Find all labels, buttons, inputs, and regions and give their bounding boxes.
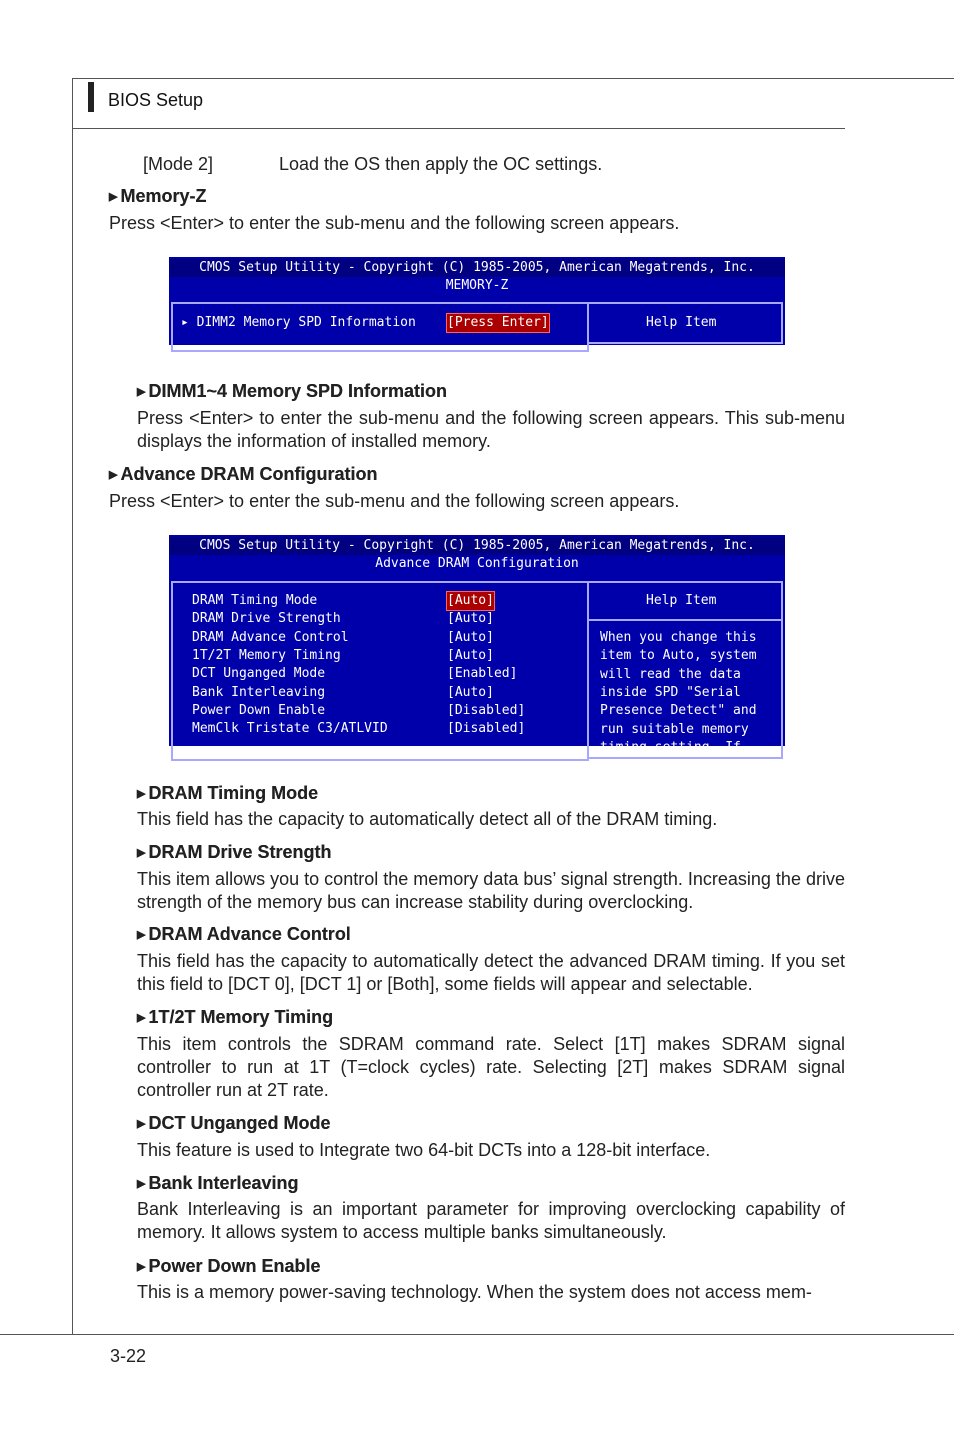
bios-screen-memory-z [169,257,785,345]
bios-help-title: Help Item [646,593,717,608]
bios-item-dram-advance-control[interactable]: DRAM Advance Control [192,629,349,645]
page-number: 3-22 [110,1346,147,1366]
mode2-description: Load the OS then apply the OC settings. [279,154,603,174]
section-heading-dram-timing-mode: ▶ DRAM Timing Mode [137,783,319,803]
bullet-triangle-icon: ▶ [137,929,146,941]
bullet-triangle-icon: ▶ [137,386,146,398]
footer-border-line [0,1334,954,1335]
bios-help-line: inside SPD "Serial [600,684,741,700]
bios-item-bank-interleaving[interactable]: Bank Interleaving [192,684,326,700]
bios-value-power-down-enable[interactable]: [Disabled] [447,702,526,718]
bios-help-line: timing setting. If [600,739,741,755]
dimm-spd-heading: ▶ DIMM1~4 Memory SPD Information [137,381,448,401]
section-heading-dram-drive-strength: ▶ DRAM Drive Strength [137,842,332,862]
bios-help-title: Help Item [646,315,717,330]
bios-item-memclk-tristate[interactable]: MemClk Tristate C3/ATLVID [192,721,388,737]
section-heading-dram-advance-control: ▶ DRAM Advance Control [137,924,351,944]
advance-dram-heading: ▶ Advance DRAM Configuration [109,464,378,484]
dimm-spd-text: Press <Enter> to enter the sub-menu and the following screen appears. This sub-menu displays the information of installed memory. [137,408,845,451]
header-underline [72,128,845,129]
bios-help-line: When you change this [600,630,757,645]
bullet-triangle-icon: ▶ [137,788,146,800]
bios-value-dct-unganged-mode[interactable]: [Enabled] [447,666,518,682]
bios-value-1t2t-memory-timing[interactable]: [Auto] [447,647,494,663]
header-title: BIOS Setup [108,90,204,110]
bullet-triangle-icon: ▶ [109,191,118,203]
bios-title-bar: CMOS Setup Utility - Copyright (C) 1985-2005, American Megatrends, Inc. [169,259,785,277]
bios-item-dram-drive-strength[interactable]: DRAM Drive Strength [192,611,341,627]
bios-value-dram-timing-mode[interactable]: [Auto] [447,593,494,608]
left-border-line [72,78,73,1335]
section-heading-bank-interleaving: ▶ Bank Interleaving [137,1173,299,1193]
bios-value-dram-advance-control[interactable]: [Auto] [447,629,494,645]
bios-help-line: item to Auto, system [600,648,757,664]
bios-subtitle: Advance DRAM Configuration [169,555,785,573]
advance-dram-intro: Press <Enter> to enter the sub-menu and the following screen appears. [109,491,680,511]
bullet-triangle-icon: ▶ [137,1012,146,1024]
memory-z-heading: ▶ Memory-Z [109,186,207,206]
bios-title-bar: CMOS Setup Utility - Copyright (C) 1985-2005, American Megatrends, Inc. [169,537,785,555]
bullet-triangle-icon: ▶ [137,847,146,859]
bullet-triangle-icon: ▶ [137,1118,146,1130]
section-text-1t2t-memory-timing: This item controls the SDRAM command rate. Select [1T] makes SDRAM signal controller to run at 1T (T=clock cycles) rate. Selecting [2T] makes SDRAM signal controller run at 2T rate. [137,1034,845,1100]
bios-menu-item-dimm2[interactable]: ▸ DIMM2 Memory SPD Information [181,315,416,330]
bullet-triangle-icon: ▶ [137,1261,146,1273]
bios-value-dram-drive-strength[interactable]: [Auto] [447,611,494,627]
top-border-line [72,78,954,79]
header-marker-bar [88,82,94,112]
section-text-dct-unganged-mode: This feature is used to Integrate two 64-bit DCTs into a 128-bit interface. [137,1140,711,1160]
bios-value-bank-interleaving[interactable]: [Auto] [447,684,494,700]
bullet-triangle-icon: ▶ [109,469,118,481]
section-heading-1t2t-memory-timing: ▶ 1T/2T Memory Timing [137,1007,334,1027]
bios-item-1t2t-memory-timing[interactable]: 1T/2T Memory Timing [192,647,341,663]
bios-subtitle: MEMORY-Z [169,277,785,295]
bios-press-enter-value[interactable]: [Press Enter] [447,315,549,330]
bios-value-memclk-tristate[interactable]: [Disabled] [447,721,526,737]
section-text-dram-drive-strength: This item allows you to control the memory data bus’ signal strength. Increasing the drive strength of the memory bus can increase stability during overclocking. [137,869,845,912]
section-text-power-down-enable: This is a memory power-saving technology. When the system does not access mem- [137,1282,812,1302]
section-text-dram-advance-control: This field has the capacity to automatically detect the advanced DRAM timing. If you set this field to [DCT 0], [DCT 1] or [Both], some fields will appear and selectable. [137,951,845,994]
memory-z-intro: Press <Enter> to enter the sub-menu and the following screen appears. [109,213,680,233]
section-text-bank-interleaving: Bank Interleaving is an important parameter for improving overclocking capability of memory. It allows system to access multiple banks simultaneously. [137,1199,845,1242]
bios-item-dram-timing-mode[interactable]: DRAM Timing Mode [192,593,318,608]
section-text-dram-timing-mode: This field has the capacity to automatically detect all of the DRAM timing. [137,809,718,829]
bullet-triangle-icon: ▶ [137,1178,146,1190]
mode2-option: [Mode 2] [143,154,214,174]
bios-item-power-down-enable[interactable]: Power Down Enable [192,702,326,718]
section-heading-dct-unganged-mode: ▶ DCT Unganged Mode [137,1113,331,1133]
bios-help-line: will read the data [600,666,741,682]
bios-help-line: run suitable memory [600,721,749,737]
section-heading-power-down-enable: ▶ Power Down Enable [137,1256,321,1276]
bios-item-dct-unganged-mode[interactable]: DCT Unganged Mode [192,666,326,682]
bios-screen-advance-dram [169,535,785,755]
bios-help-line: Presence Detect" and [600,703,757,719]
